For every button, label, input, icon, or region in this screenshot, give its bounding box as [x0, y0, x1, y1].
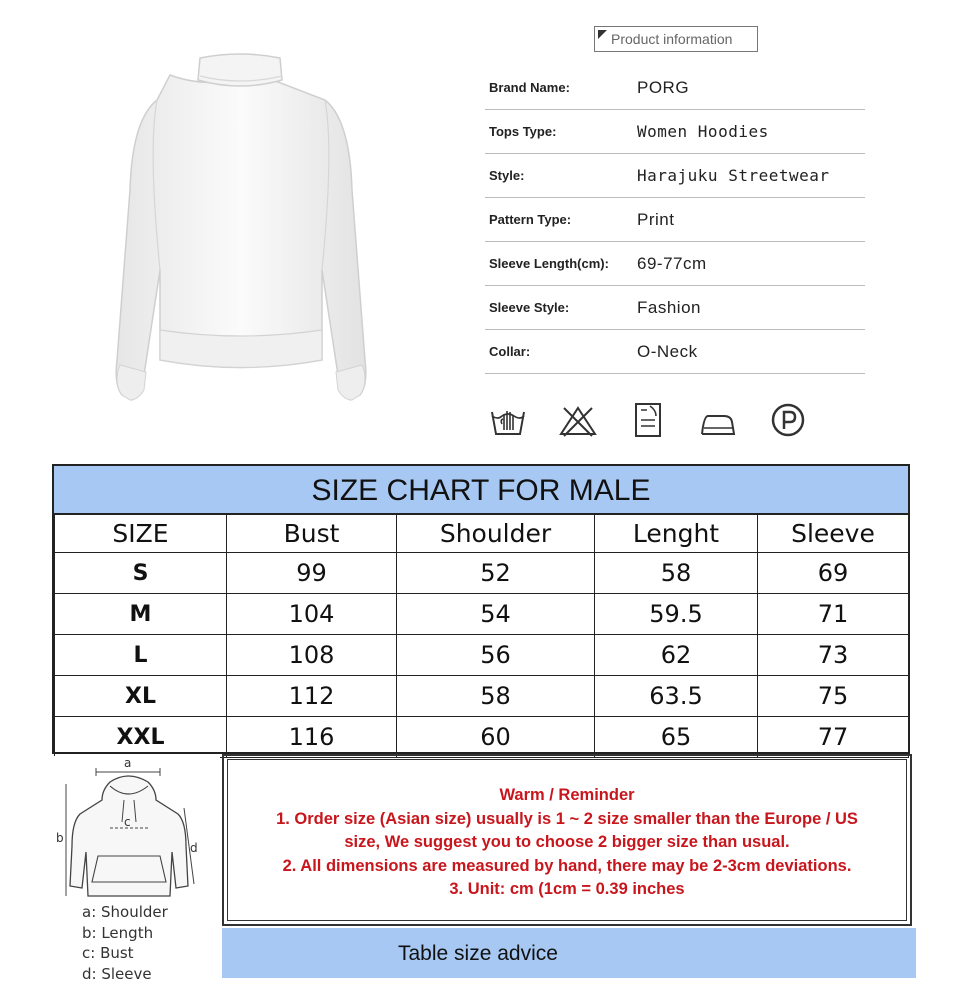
reminder-line: 2. All dimensions are measured by hand, there may be 2-3cm deviations.	[282, 856, 852, 875]
reminder-title: Warm / Reminder	[499, 786, 635, 804]
table-cell: 73	[758, 635, 909, 676]
size-cell: XXL	[55, 717, 227, 758]
table-cell: 77	[758, 717, 909, 758]
table-cell: 75	[758, 676, 909, 717]
info-row-style	[485, 154, 865, 198]
table-cell: 104	[227, 594, 397, 635]
info-row-tops-type	[485, 110, 865, 154]
info-value: PORG	[637, 77, 690, 97]
product-sweatshirt-image	[60, 30, 420, 430]
info-value: Harajuku Streetwear	[637, 166, 830, 185]
table-size-advice-bar: Table size advice	[222, 928, 916, 978]
product-information-badge: Product information	[594, 26, 758, 52]
info-row-brand	[485, 66, 865, 110]
table-row	[55, 594, 909, 635]
table-cell: 71	[758, 594, 909, 635]
diagram-legend	[82, 902, 168, 984]
table-cell: 60	[397, 717, 595, 758]
size-table	[54, 514, 909, 758]
info-row-collar	[485, 330, 865, 374]
dim-label-b: b	[56, 831, 64, 845]
size-cell: M	[55, 594, 227, 635]
table-cell: 58	[595, 553, 758, 594]
iron-icon	[698, 402, 738, 438]
tumble-dry-icon	[628, 402, 668, 438]
info-row-pattern-type	[485, 198, 865, 242]
info-key: Sleeve Style:	[489, 300, 570, 315]
table-cell: 108	[227, 635, 397, 676]
info-value: Women Hoodies	[637, 122, 769, 141]
header-cell: Shoulder	[397, 515, 595, 553]
legend-item: c: Bust	[82, 944, 134, 962]
header-cell: Sleeve	[758, 515, 909, 553]
table-cell: 63.5	[595, 676, 758, 717]
table-row	[55, 717, 909, 758]
table-cell: 56	[397, 635, 595, 676]
info-key: Brand Name:	[489, 80, 570, 95]
table-cell: 52	[397, 553, 595, 594]
info-value: O-Neck	[637, 341, 698, 361]
header-cell: Lenght	[595, 515, 758, 553]
info-key: Pattern Type:	[489, 212, 572, 227]
header-cell: Bust	[227, 515, 397, 553]
table-cell: 54	[397, 594, 595, 635]
reminder-line: 1. Order size (Asian size) usually is 1 ~ 2 size smaller than the Europe / US	[276, 809, 858, 828]
size-cell: S	[55, 553, 227, 594]
table-cell: 58	[397, 676, 595, 717]
info-value: Fashion	[637, 297, 701, 317]
table-cell: 65	[595, 717, 758, 758]
hand-wash-icon	[488, 402, 528, 438]
info-key: Style:	[489, 168, 525, 183]
do-not-bleach-icon	[558, 402, 598, 438]
table-cell: 69	[758, 553, 909, 594]
table-cell: 99	[227, 553, 397, 594]
size-cell: L	[55, 635, 227, 676]
size-chart-title: SIZE CHART FOR MALE	[54, 466, 908, 514]
size-chart	[52, 464, 910, 754]
info-key: Sleeve Length(cm):	[489, 256, 609, 271]
reminder-content	[227, 759, 907, 921]
info-key: Collar:	[489, 344, 531, 359]
dim-label-d: d	[190, 841, 198, 855]
reminder-line: size, We suggest you to choose 2 bigger size than usual.	[344, 833, 790, 851]
dim-label-c: c	[124, 815, 131, 829]
table-cell: 116	[227, 717, 397, 758]
hoodie-measurement-diagram	[52, 756, 220, 906]
table-cell: 112	[227, 676, 397, 717]
info-row-sleeve-length	[485, 242, 865, 286]
legend-item: b: Length	[82, 923, 154, 942]
reminder-line: 3. Unit: cm (1cm = 0.39 inches	[449, 880, 685, 898]
size-table-header	[55, 515, 909, 553]
dim-label-a: a	[124, 756, 132, 770]
table-row	[55, 553, 909, 594]
table-cell: 62	[595, 635, 758, 676]
info-value: 69-77cm	[637, 253, 707, 273]
info-row-sleeve-style	[485, 286, 865, 330]
info-value: Print	[637, 209, 675, 229]
info-key: Tops Type:	[489, 124, 557, 139]
reminder-box	[222, 754, 912, 926]
table-cell: 59.5	[595, 594, 758, 635]
legend-item: a: Shoulder	[82, 903, 168, 921]
header-cell: SIZE	[55, 515, 227, 553]
care-icons-row	[488, 400, 828, 440]
size-cell: XL	[55, 676, 227, 717]
product-info-table	[485, 66, 865, 374]
table-row	[55, 635, 909, 676]
legend-item: d: Sleeve	[82, 964, 152, 983]
dry-clean-p-icon	[768, 402, 808, 438]
table-row	[55, 676, 909, 717]
